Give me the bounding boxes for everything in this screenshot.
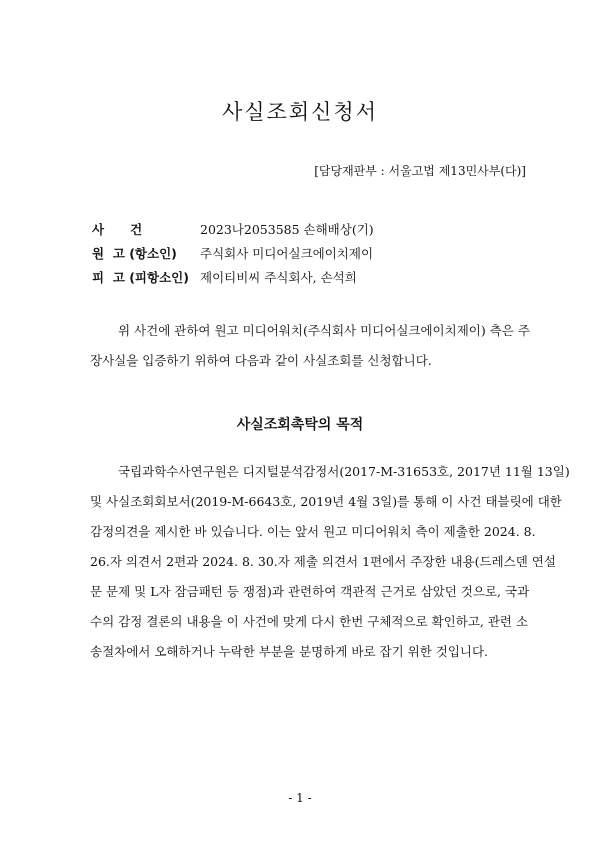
intro-line: 장사실을 입증하기 위하여 다음과 같이 사실조회를 신청합니다. — [90, 353, 432, 368]
document-title: 사실조회신청서 — [221, 100, 378, 124]
defendant-label: 피 고 (피항소인) — [92, 270, 189, 285]
defendant-value: 제이티비씨 주식회사, 손석희 — [200, 270, 357, 285]
court-info: [담당재판부 : 서울고법 제13민사부(다)] — [314, 164, 526, 178]
plaintiff-label: 원 고 (항소인) — [92, 246, 177, 261]
purpose-line: 국립과학수사연구원은 디지털분석감정서(2017-M-31653호, 2017년 11월 13일) — [118, 464, 570, 479]
purpose-line: 문 문제 및 L자 잠금패턴 등 쟁점)과 관련하여 객관적 근거로 삼았던 것으로, 국과 — [90, 584, 530, 599]
intro-line: 위 사건에 관하여 원고 미디어워치(주식회사 미디어실크에이치제이) 측은 주 — [118, 323, 530, 338]
plaintiff-value: 주식회사 미디어실크에이치제이 — [200, 246, 374, 261]
purpose-line: 감정의견을 제시한 바 있습니다. 이는 앞서 원고 미디어워치 측이 제출한 2024. 8. — [90, 524, 536, 539]
purpose-line: 수의 감정 결론의 내용을 이 사건에 맞게 다시 한번 구체적으로 확인하고, 관련 소 — [90, 614, 529, 629]
case-label: 사 건 — [92, 222, 143, 237]
page-number: - 1 - — [288, 791, 312, 805]
case-value: 2023나2053585 손해배상(기) — [200, 222, 374, 237]
purpose-paragraph — [90, 457, 570, 667]
purpose-line: 송절차에서 오해하거나 누락한 부분을 분명하게 바로 잡기 위한 것입니다. — [90, 644, 489, 659]
section-title: 사실조회촉탁의 목적 — [236, 417, 364, 433]
purpose-line: 및 사실조회회보서(2019-M-6643호, 2019년 4월 3일)를 통해 이 사건 태블릿에 대한 — [90, 494, 562, 509]
purpose-line: 26.자 의견서 2편과 2024. 8. 30.자 제출 의견서 1편에서 주장한 내용(드레스덴 연설 — [90, 554, 556, 569]
intro-paragraph — [90, 316, 530, 376]
